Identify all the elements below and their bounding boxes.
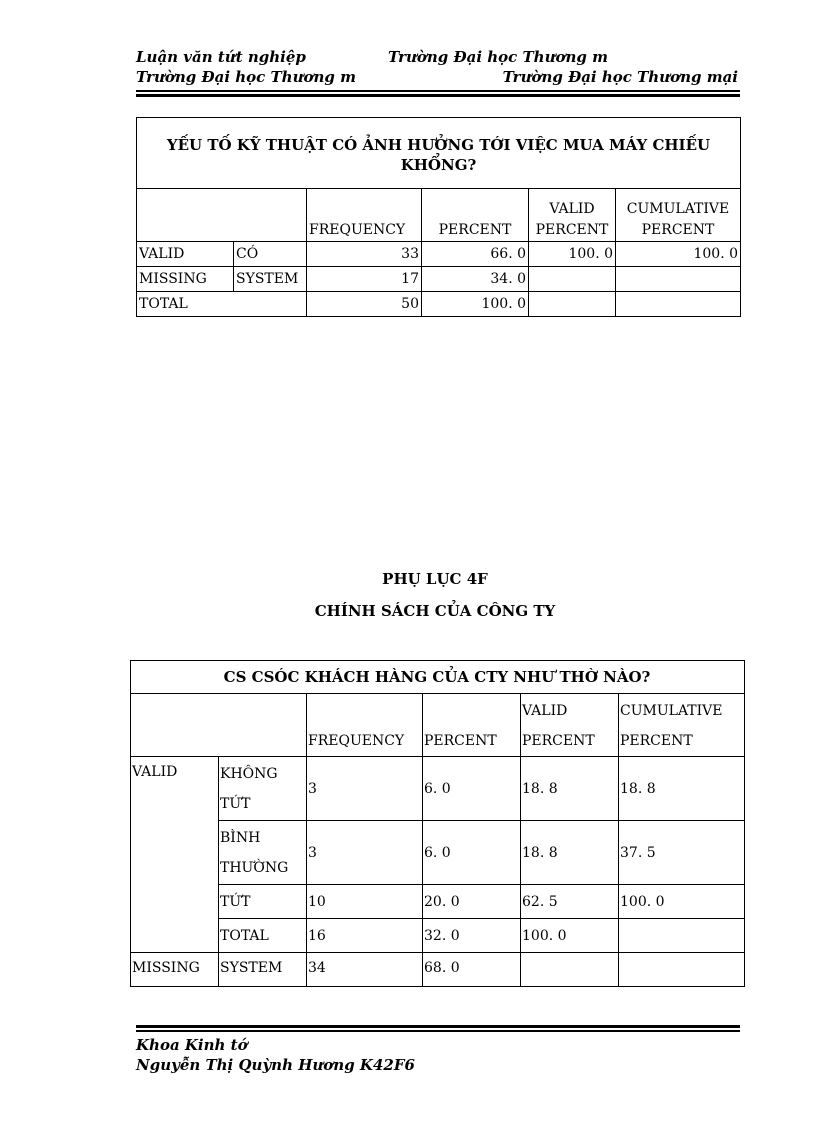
table2-header-blank	[131, 694, 307, 757]
table2-header-frequency: FREQUENCY	[307, 694, 423, 757]
table2-cell-cumulative: 100. 0	[619, 885, 745, 919]
table2-cell-label: TOTAL	[219, 919, 307, 953]
technical-factor-table	[136, 117, 741, 317]
table1-cell-valid-percent: 100. 0	[529, 242, 616, 267]
table1-cell-percent: 100. 0	[422, 292, 529, 317]
footer-rule-thin	[136, 1030, 740, 1032]
footer-author: Nguyễn Thị Quỳnh Hương K42F6	[136, 1056, 415, 1074]
table1-header-valid-percent: VALID PERCENT	[529, 189, 616, 242]
table2-cell-label: BÌNH THƯỜNG	[219, 821, 307, 885]
table2-cell-valid-percent: 100. 0	[521, 919, 619, 953]
table2-cell-label: TỨT	[219, 885, 307, 919]
table2-cell-valid-percent	[521, 953, 619, 987]
table2-cell-frequency: 3	[307, 821, 423, 885]
table2-cell-percent: 6. 0	[423, 821, 521, 885]
header-right-1: Trường Đại học Thương m	[388, 48, 608, 66]
table2-cell-frequency: 16	[307, 919, 423, 953]
table1-cell-cumulative	[616, 267, 741, 292]
header-rule-thin	[136, 90, 740, 92]
table-row	[137, 267, 741, 292]
table-row	[131, 885, 745, 919]
footer-department: Khoa Kinh tớ	[136, 1036, 248, 1054]
table1-cell-percent: 66. 0	[422, 242, 529, 267]
table2-cell-label: KHÔNG TỨT	[219, 757, 307, 821]
table2-cell-percent: 6. 0	[423, 757, 521, 821]
table1-cell-valid-percent	[529, 267, 616, 292]
table-row	[131, 953, 745, 987]
table-row	[137, 292, 741, 317]
table1-header-blank	[137, 189, 307, 242]
table2-header-cumulative-percent: CUMULATIVE PERCENT	[619, 694, 745, 757]
table1-cell-frequency: 17	[307, 267, 422, 292]
table2-cell-valid-percent: 18. 8	[521, 821, 619, 885]
table2-cell-cumulative	[619, 953, 745, 987]
table2-cell-cumulative: 18. 8	[619, 757, 745, 821]
table2-cell-valid-percent: 62. 5	[521, 885, 619, 919]
table2-cell-frequency: 3	[307, 757, 423, 821]
table2-header-valid-percent: VALID PERCENT	[521, 694, 619, 757]
table1-cell-frequency: 33	[307, 242, 422, 267]
table2-cell-frequency: 34	[307, 953, 423, 987]
header-left-2: Trường Đại học Thương m	[136, 68, 356, 86]
table1-header-percent: PERCENT	[422, 189, 529, 242]
table2-cell-percent: 68. 0	[423, 953, 521, 987]
table1-cell-group: VALID	[137, 242, 234, 267]
table2-cell-valid-percent: 18. 8	[521, 757, 619, 821]
table1-cell-cumulative	[616, 292, 741, 317]
table2-group-valid: VALID	[131, 757, 219, 953]
customer-care-table	[130, 660, 745, 987]
table2-cell-percent: 20. 0	[423, 885, 521, 919]
table2-cell-percent: 32. 0	[423, 919, 521, 953]
table1-header-frequency: FREQUENCY	[307, 189, 422, 242]
table1-cell-percent: 34. 0	[422, 267, 529, 292]
table1-title: YẾU TỐ KỸ THUẬT CÓ ẢNH HƯỞNG TỚI VIỆC MUA MÁY CHIẾU KHỔNG?	[137, 118, 741, 189]
header-rule-thick	[136, 94, 740, 97]
table2-group-missing: MISSING	[131, 953, 219, 987]
appendix-subtitle: CHÍNH SÁCH CỦA CÔNG TY	[314, 602, 556, 620]
table2-title: CS CSÓC KHÁCH HÀNG CỦA CTY NHƯ THỜ NÀO?	[131, 661, 745, 694]
table-row	[131, 919, 745, 953]
table1-cell-label: CÓ	[234, 242, 307, 267]
table2-cell-label: SYSTEM	[219, 953, 307, 987]
table1-header-cumulative-percent: CUMULATIVE PERCENT	[616, 189, 741, 242]
table2-cell-cumulative: 37. 5	[619, 821, 745, 885]
table-row	[131, 757, 745, 821]
table1-cell-frequency: 50	[307, 292, 422, 317]
table1-cell-valid-percent	[529, 292, 616, 317]
footer-rule-thick	[136, 1025, 740, 1028]
table1-cell-group: MISSING	[137, 267, 234, 292]
table-row	[137, 242, 741, 267]
header-left-1: Luận văn tứt nghiệp	[136, 48, 306, 66]
table-row	[131, 821, 745, 885]
table2-header-percent: PERCENT	[423, 694, 521, 757]
table1-cell-group: TOTAL	[137, 292, 307, 317]
header-right-2: Trường Đại học Thương mại	[502, 68, 738, 86]
table1-cell-cumulative: 100. 0	[616, 242, 741, 267]
table2-cell-frequency: 10	[307, 885, 423, 919]
appendix-title: PHỤ LỤC 4F	[382, 570, 488, 588]
table1-cell-label: SYSTEM	[234, 267, 307, 292]
table2-cell-cumulative	[619, 919, 745, 953]
